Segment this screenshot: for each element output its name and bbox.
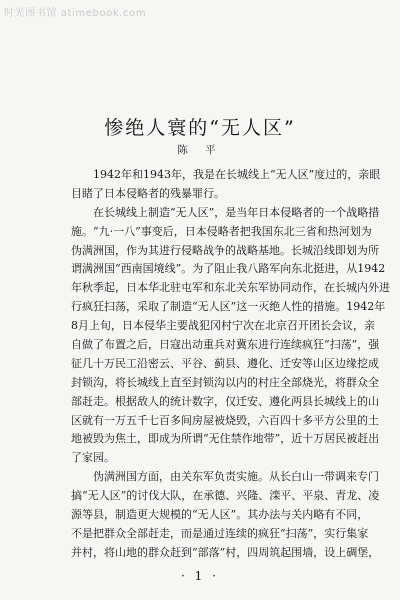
author-name: 陈 平 <box>177 144 223 156</box>
article-title: 惨绝人寰的“无人区” <box>104 117 296 139</box>
article-body <box>71 166 390 563</box>
page-number: · 1 · <box>181 569 219 583</box>
body-line: 征几十万民工沿密云、平谷、蓟县、遵化、迁安等山区边缘挖成 <box>71 356 379 370</box>
body-line: 1942年和1943年，我是在长城线上“无人区”度过的，亲眼 <box>93 168 381 181</box>
body-line: 并村，将山地的群众赶到“部落”村，四周筑起围墙，设上碉堡， <box>71 545 380 559</box>
body-line: 年秋季起，日本华北驻屯军和东北关东军协同动作，在长城内外进 <box>71 281 390 295</box>
body-line: 行疯狂扫荡，采取了制造“无人区”这一灭绝人性的措施。1942年 <box>71 300 386 314</box>
body-line: 封锁沟，将长城线上直至封锁沟以内的村庄全部烧光，将群众全 <box>71 375 379 389</box>
body-line: 伪满洲国方面，由关东军负责实施。从长白山一带调来专门 <box>93 470 379 484</box>
body-line: 自做了布置之后，日寇出动重兵对冀东进行连续疯狂“扫荡”，强 <box>71 338 380 352</box>
body-line: 谓满洲国“西南国境线”。为了阻止我八路军向东北挺进，从1942 <box>71 262 386 276</box>
body-line: 伪满洲国，作为其进行侵略战争的战略基地。长城沿线即划为所 <box>71 243 379 257</box>
body-line: 地被毁为焦土，即成为所谓“无住禁作地带”，近十万居民被赶出 <box>71 432 380 446</box>
body-line: 部赶走。根据敌人的统计数字，仅迁安、遵化两县长城线上的山 <box>71 394 379 408</box>
body-line: 在长城线上制造“无人区”，是当年日本侵略者的一个战略措 <box>93 205 380 219</box>
body-line: 目睹了日本侵略者的残暴罪行。 <box>71 186 225 200</box>
watermark-text: 时光图书馆 atimebook.com <box>4 8 147 19</box>
body-line: 区就有一万五千七百多间房屋被烧毁，六百四十多平方公里的土 <box>71 413 379 427</box>
body-line: 施。“九·一八”事变后，日本侵略者把我国东北三省和热河划为 <box>71 224 372 238</box>
body-line: 了家园。 <box>71 451 115 465</box>
body-line: 源等县，制造更大规模的“无人区”。其办法与关内略有不同， <box>71 508 369 522</box>
body-line: 不是把群众全部赶走，而是通过连续的疯狂“扫荡”，实行集家 <box>71 526 369 540</box>
body-line: 8月上旬，日本侵华主要战犯冈村宁次在北京召开团长会议，亲 <box>71 319 375 333</box>
body-line: 搞“无人区”的讨伐大队，在承德、兴隆、滦平、平泉、青龙、凌 <box>71 489 380 503</box>
